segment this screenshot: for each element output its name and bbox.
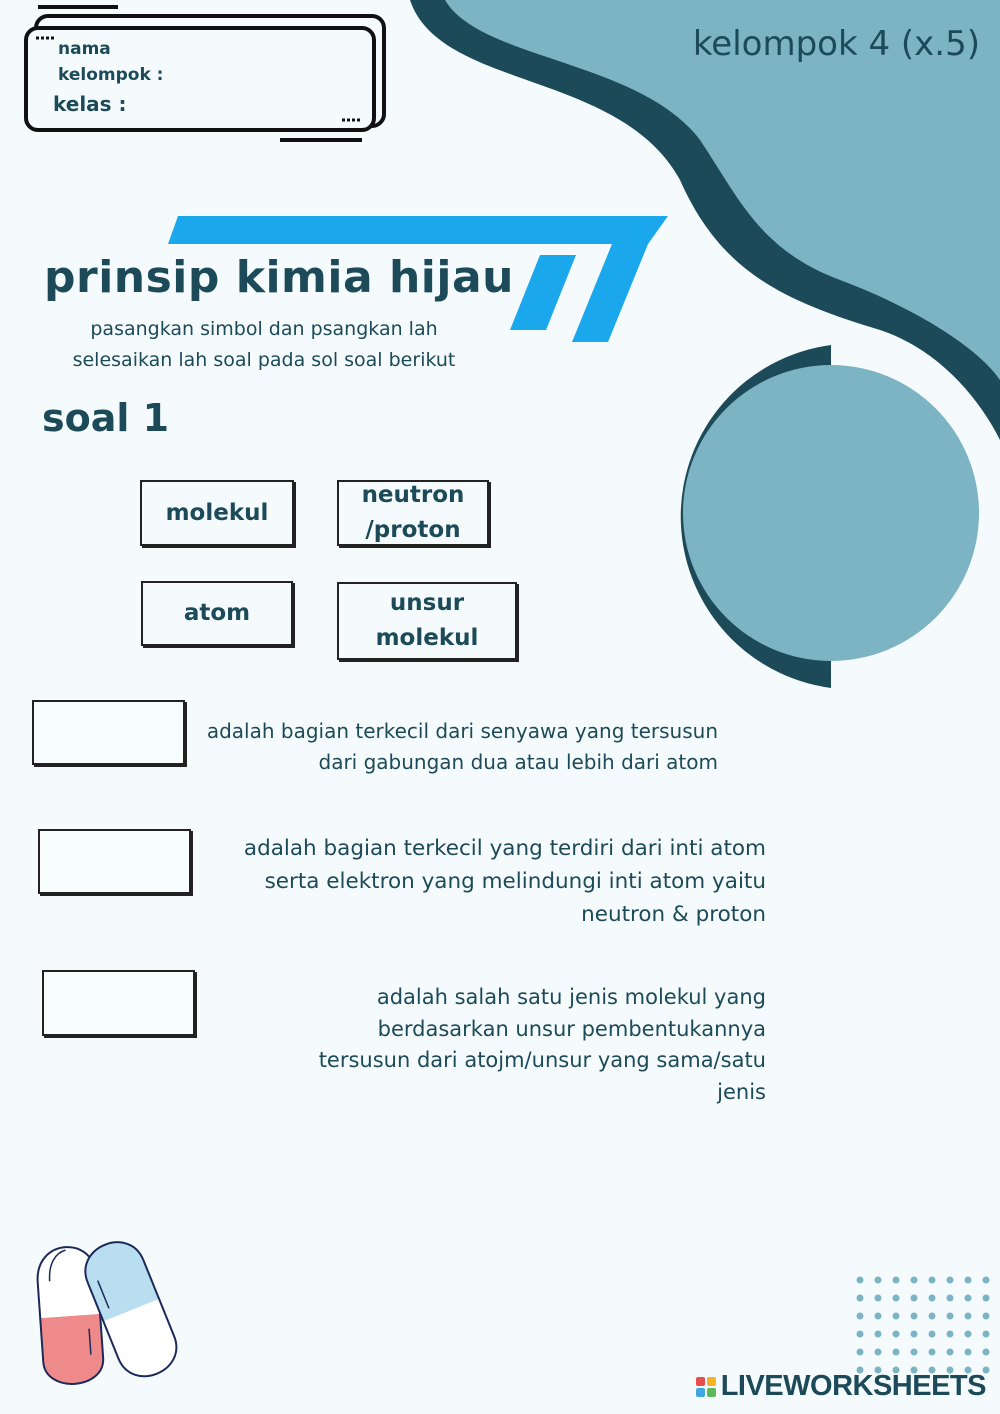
group-label: kelompok 4 (x.5) xyxy=(692,24,980,64)
choice-atom[interactable]: atom xyxy=(141,581,293,646)
liveworksheets-logo-icon xyxy=(696,1377,716,1397)
page-title: prinsip kimia hijau xyxy=(44,252,514,303)
liveworksheets-logo[interactable] xyxy=(696,1370,986,1403)
name-label: nama kelompok : xyxy=(58,39,164,85)
section-title: soal 1 xyxy=(42,396,170,440)
answer-box-3[interactable] xyxy=(42,970,195,1036)
question-text-2: adalah bagian terkecil yang terdiri dari inti atom serta elektron yang melindungi inti atom yaitu neutron & proton xyxy=(243,836,766,927)
instructions: pasangkan simbol dan psangkan lah selesaikan lah soal pada sol soal berikut xyxy=(72,318,456,371)
choice-neutron-proton[interactable]: neutron /proton xyxy=(337,480,489,546)
choice-unsur-molekul[interactable]: unsur molekul xyxy=(337,582,517,660)
answer-box-2[interactable] xyxy=(38,829,191,894)
question-text-3: adalah salah satu jenis molekul yang berdasarkan unsur pembentukannya tersusun dari atojm/unsur yang sama/satu jenis xyxy=(318,985,766,1104)
brand-name: LIVEWORKSHEETS xyxy=(720,1370,986,1402)
question-text-1: adalah bagian terkecil dari senyawa yang tersusun dari gabungan dua atau lebih dari atom xyxy=(206,719,718,774)
class-label: kelas : xyxy=(53,92,127,116)
answer-box-1[interactable] xyxy=(32,700,185,765)
choice-molekul[interactable]: molekul xyxy=(140,480,294,546)
card-spacer xyxy=(34,62,154,63)
